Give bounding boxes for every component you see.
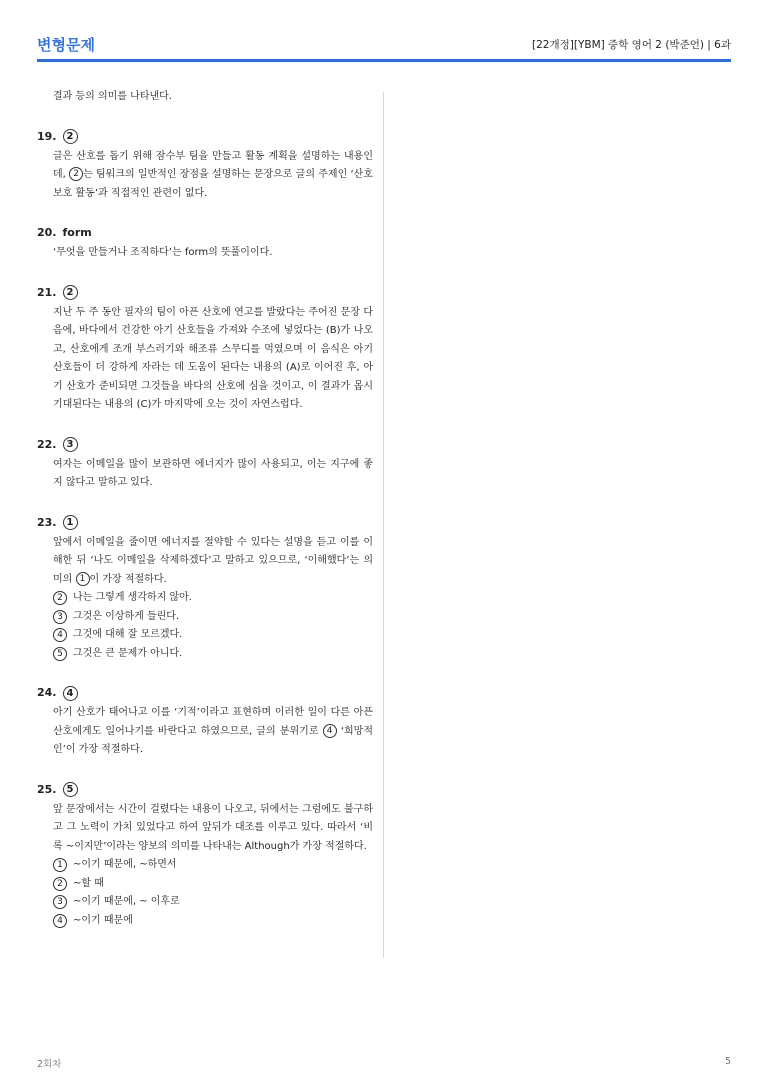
option-translation bbox=[37, 645, 373, 664]
explanation-text: 글은 산호를 돕기 위해 잠수부 팀을 만들고 활동 계획을 설명하는 내용인데, bbox=[53, 150, 373, 180]
circled-number: 4 bbox=[53, 628, 67, 642]
circled-number: 1 bbox=[76, 572, 90, 586]
circled-number: 1 bbox=[53, 858, 67, 872]
answer-list bbox=[37, 128, 373, 931]
question-number: 24. bbox=[37, 686, 57, 699]
option-text: ~할 때 bbox=[73, 877, 104, 889]
answer-circle: 1 bbox=[63, 515, 78, 530]
answer-item bbox=[37, 224, 373, 263]
answer-circle: 4 bbox=[63, 686, 78, 701]
continued-explanation: 결과 등의 의미를 나타낸다. bbox=[53, 91, 172, 102]
option-text: 그것은 이상하게 들린다. bbox=[73, 610, 180, 622]
explanation-text: 이 가장 적절하다. bbox=[89, 573, 167, 585]
explanation bbox=[37, 244, 373, 263]
option-text: 그것은 큰 문제가 아니다. bbox=[73, 647, 183, 659]
option-translation bbox=[37, 626, 373, 645]
option-translation bbox=[37, 589, 373, 608]
answer-circle: 5 bbox=[63, 782, 78, 797]
answer-item bbox=[37, 514, 373, 664]
option-text: ~이기 때문에, ~ 이후로 bbox=[73, 896, 180, 907]
option-translation bbox=[37, 875, 373, 894]
item-heading bbox=[37, 514, 373, 532]
item-heading bbox=[37, 224, 373, 242]
question-number: 22. bbox=[37, 437, 57, 451]
option-translation bbox=[37, 893, 373, 912]
question-number: 23. bbox=[37, 515, 57, 529]
explanation-text: ‘희망적인’이 가장 적절하다. bbox=[53, 725, 373, 755]
answer-item bbox=[37, 781, 373, 931]
option-translation bbox=[37, 608, 373, 627]
explanation-text: 여자는 이메일을 많이 보관하면 에너지가 많이 사용되고, 이는 지구에 좋지 않다고 말하고 있다. bbox=[53, 458, 373, 488]
explanation-text: ‘무엇을 만들거나 조직하다’는 form의 뜻풀이이다. bbox=[53, 247, 273, 258]
question-number: 25. bbox=[37, 782, 57, 796]
item-heading bbox=[37, 284, 373, 302]
header-divider bbox=[37, 59, 731, 62]
explanation-text: 는 팀워크의 일반적인 장점을 설명하는 문장으로 글의 주제인 ‘산호 보호 활동’과 직접적인 관련이 없다. bbox=[53, 169, 373, 199]
circled-number: 2 bbox=[53, 591, 67, 605]
option-text: ~이기 때문에, ~하면서 bbox=[73, 859, 177, 870]
item-heading bbox=[37, 128, 373, 146]
page-header bbox=[37, 30, 731, 60]
explanation-text: 아기 산호가 태어나고 이를 ‘기적’이라고 표현하며 이러한 일이 다른 아픈 산호에게도 일어나기를 바란다고 하였으므로, 글의 분위기로 bbox=[53, 707, 373, 737]
circled-number: 2 bbox=[53, 877, 67, 891]
item-heading bbox=[37, 436, 373, 454]
explanation bbox=[37, 456, 373, 493]
question-number: 21. bbox=[37, 285, 57, 299]
left-column bbox=[37, 88, 373, 930]
answer-item bbox=[37, 128, 373, 204]
explanation bbox=[37, 534, 373, 590]
circled-number: 3 bbox=[53, 895, 67, 909]
column-divider bbox=[383, 92, 384, 958]
answer-circle: 3 bbox=[63, 437, 78, 452]
option-text: ~이기 때문에 bbox=[73, 914, 133, 926]
option-text: 그것에 대해 잘 모르겠다. bbox=[73, 629, 183, 640]
circled-number: 2 bbox=[69, 167, 83, 181]
explanation bbox=[37, 148, 373, 204]
page-number: 5 bbox=[724, 1056, 731, 1067]
explanation-text: 지난 두 주 동안 필자의 팀이 아픈 산호에 연고를 발랐다는 주어진 문장 다음에, 바다에서 건강한 아기 산호들을 가져와 수조에 넣었다는 (B)가 나오고, 산호에게 조개 부스러기와 해조류 스무디를 먹였으며 이 음식은 아기 산호들이 더 강하게 자라는 데 도움이 된다는 내용의 (A)로 이어진 후, 아기 산호가 준비되면 그것들을 바다의 산호에 심을 것이고, 이 결과가 몹시 기대된다는 내용의 (C)가 마지막에 오는 것이 자연스럽다. bbox=[53, 306, 373, 410]
answer-text: form bbox=[62, 226, 92, 239]
circled-number: 3 bbox=[53, 610, 67, 624]
page-title: 변형문제 bbox=[37, 36, 95, 54]
question-number: 20. bbox=[37, 226, 57, 239]
answer-item bbox=[37, 436, 373, 493]
answer-circle: 2 bbox=[63, 129, 78, 144]
option-translation bbox=[37, 856, 373, 875]
circled-number: 5 bbox=[53, 647, 67, 661]
circled-number: 4 bbox=[323, 724, 337, 738]
footer-session: 2회차 bbox=[37, 1059, 62, 1070]
explanation bbox=[37, 304, 373, 415]
answer-circle: 2 bbox=[63, 285, 78, 300]
explanation bbox=[37, 704, 373, 760]
item-heading bbox=[37, 684, 373, 702]
question-number: 19. bbox=[37, 129, 57, 143]
document-subtitle: [22개정][YBM] 중학 영어 2 (박준언) | 6과 bbox=[532, 39, 731, 51]
option-translation bbox=[37, 912, 373, 931]
explanation-text: 앞에서 이메일을 줄이면 에너지를 절약할 수 있다는 설명을 듣고 이를 이해한 뒤 ‘나도 이메일을 삭제하겠다’고 말하고 있으므로, ‘이해했다’는 의미의 bbox=[53, 536, 373, 585]
explanation-text: 앞 문장에서는 시간이 걸렸다는 내용이 나오고, 뒤에서는 그럼에도 불구하고 그 노력이 가치 있었다고 하여 앞뒤가 대조를 이루고 있다. 따라서 ‘비록 ~이지만’이라는 양보의 의미를 나타내는 Although가 가장 적절하다. bbox=[53, 803, 373, 852]
answer-item bbox=[37, 684, 373, 760]
option-text: 나는 그렇게 생각하지 않아. bbox=[73, 592, 192, 603]
item-heading bbox=[37, 781, 373, 799]
circled-number: 4 bbox=[53, 914, 67, 928]
answer-item bbox=[37, 284, 373, 415]
explanation bbox=[37, 801, 373, 857]
